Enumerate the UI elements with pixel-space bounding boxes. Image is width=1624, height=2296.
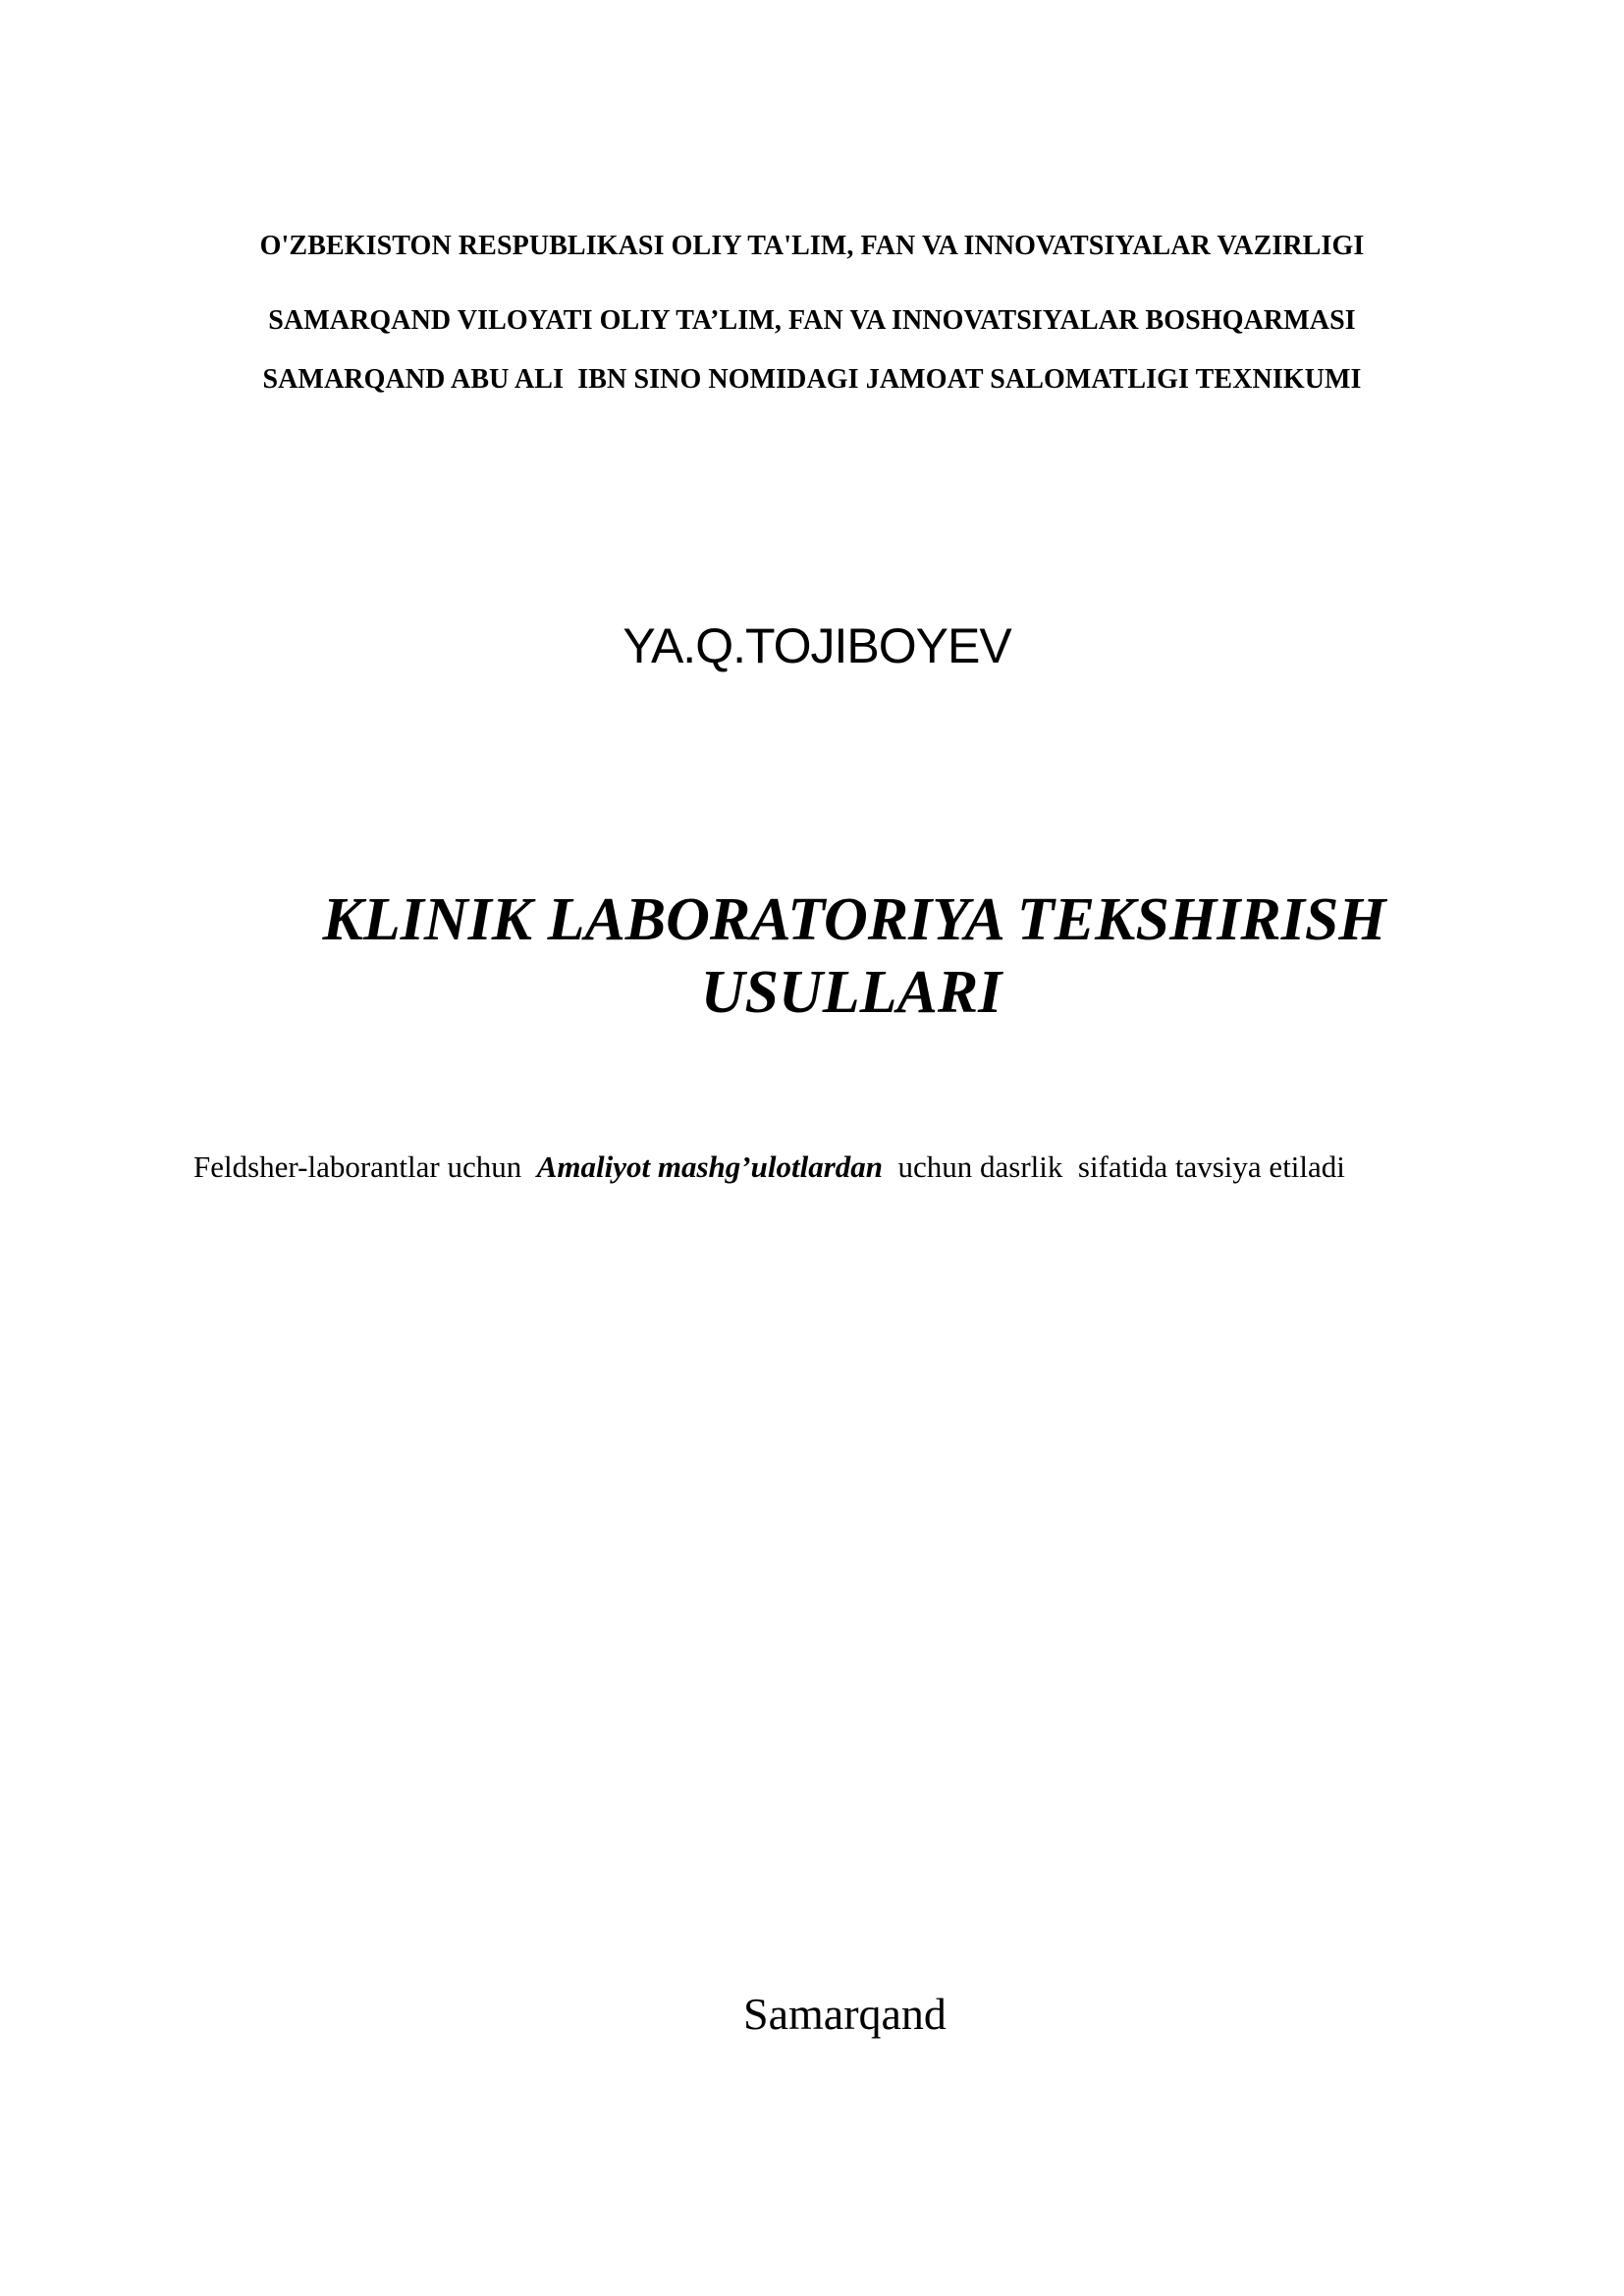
ministry-heading: O'ZBEKISTON RESPUBLIKASI OLIY TA'LIM, FAN VA INNOVATSIYALAR VAZIRLIGI xyxy=(259,231,1365,261)
institution-heading: SAMARQAND ABU ALI IBN SINO NOMIDAGI JAMOAT SALOMATLIGI TEXNIKUMI xyxy=(262,364,1362,395)
regional-administration-heading: SAMARQAND VILOYATI OLIY TA’LIM, FAN VA INNOVATSIYALAR BOSHQARMASI xyxy=(268,305,1356,336)
book-title xyxy=(0,883,1624,1029)
subtitle-before: Feldsher-laborantlar uchun xyxy=(193,1149,537,1184)
subtitle-emphasis: Amaliyot mashg’ulotlardan xyxy=(536,1149,883,1184)
subtitle-after: uchun dasrlik sifatida tavsiya etiladi xyxy=(883,1149,1345,1184)
publication-city: Samarqand xyxy=(743,1989,947,2039)
author-name: YA.Q.TOJIBOYEV xyxy=(623,618,1011,673)
book-title-line-2: USULLARI xyxy=(700,959,1002,1026)
book-subtitle xyxy=(193,1148,1345,1186)
book-title-line-1: KLINIK LABORATORIYA TEKSHIRISH xyxy=(322,886,1386,953)
